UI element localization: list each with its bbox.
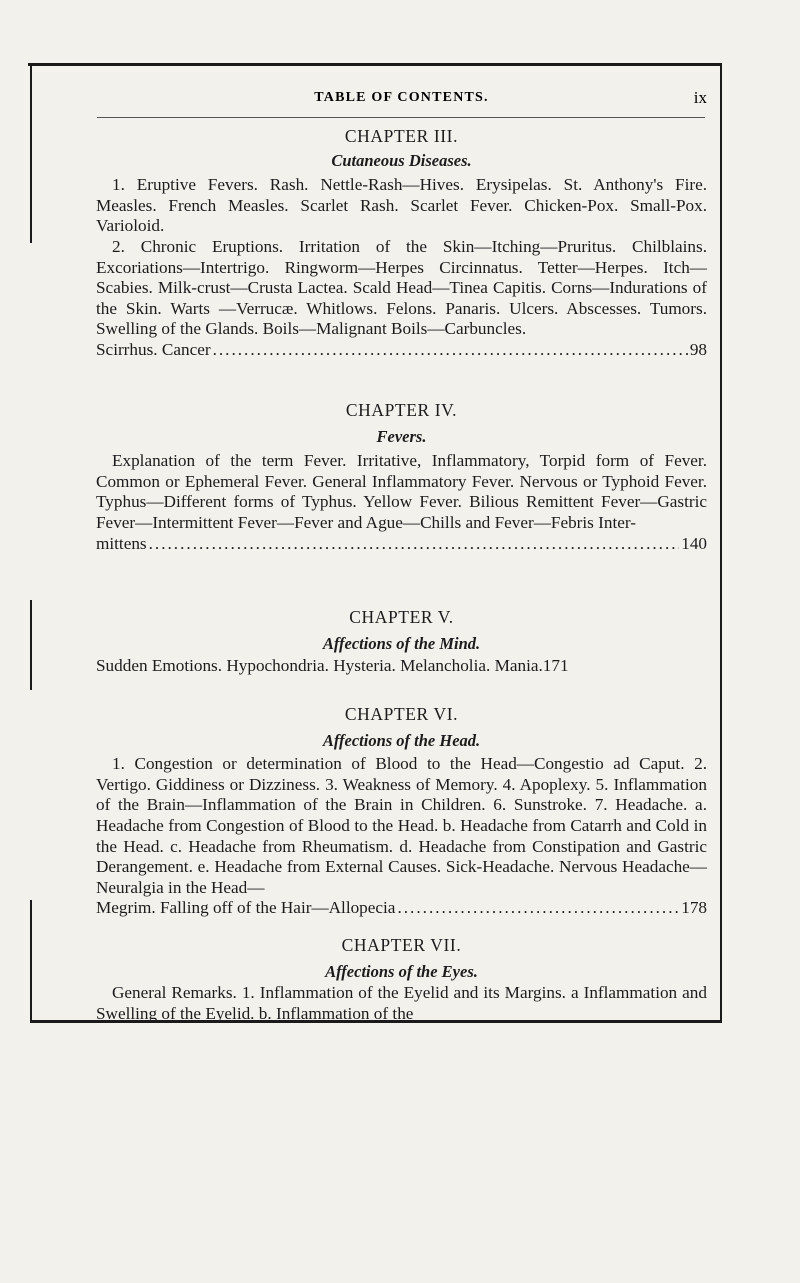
toc-entry-text: mittens xyxy=(96,533,147,553)
toc-entry: Sudden Emotions. Hypochondria. Hysteria. Melancholia. Mania.171 xyxy=(96,656,569,676)
chapter-heading: CHAPTER VI. xyxy=(344,704,459,724)
header-rule xyxy=(97,117,705,118)
chapter-title: Affections of the Mind. xyxy=(322,633,481,653)
page-border-left xyxy=(30,63,32,243)
toc-entry xyxy=(96,534,707,555)
chapter-title: Cutaneous Diseases. xyxy=(331,150,472,170)
page-border-left xyxy=(30,600,32,690)
page-number: ix xyxy=(693,88,707,107)
chapter-paragraph: 1. Eruptive Fevers. Rash. Nettle-Rash—Hives. Erysipelas. St. Anthony's Fire. Measles. French Measles. Scarlet Rash. Scarlet Fever. Chicken-Pox. Small-Pox. Varioloid. xyxy=(96,175,707,236)
toc-page-number: 140 xyxy=(681,533,707,553)
chapter-title: Fevers. xyxy=(376,426,427,446)
chapter-heading: CHAPTER IV. xyxy=(345,400,458,420)
toc-page-number: 178 xyxy=(681,898,707,918)
toc-entry-text: Megrim. Falling off of the Hair—Allopecia xyxy=(96,898,396,918)
toc-page-number: 98 xyxy=(689,339,707,359)
page-border-right xyxy=(720,63,722,1023)
leader-dots xyxy=(149,534,680,555)
chapter-5-section xyxy=(96,607,707,677)
leader-dots xyxy=(397,898,679,919)
chapter-title: Affections of the Head. xyxy=(322,730,481,750)
running-title: TABLE OF CONTENTS. xyxy=(314,90,489,105)
page-border-top xyxy=(28,63,722,66)
running-head xyxy=(96,88,707,110)
chapter-title: Affections of the Eyes. xyxy=(325,961,478,981)
chapter-paragraph: Explanation of the term Fever. Irritative, Inflammatory, Torpid form of Fever. Common or Ephemeral Fever. General Inflammatory Fever. Nervous or Typhoid Fever. Typhus—Different forms of Typhus. Yellow Fever. Bilious Remittent Fever—Gastric Fever—Intermittent Fever—Fever and Ague—Chills and Fever—Febris Inter- xyxy=(96,451,707,532)
chapter-heading: CHAPTER V. xyxy=(349,607,454,627)
leader-dots xyxy=(213,340,688,361)
chapter-3-section xyxy=(96,126,707,361)
toc-entry xyxy=(96,340,707,361)
chapter-heading: CHAPTER III. xyxy=(344,126,459,146)
chapter-4-section xyxy=(96,400,707,554)
chapter-6-section xyxy=(96,704,707,919)
chapter-7-section xyxy=(96,935,707,1024)
page-border-left xyxy=(30,900,32,1020)
toc-entry-text: Scirrhus. Cancer xyxy=(96,339,211,359)
chapter-paragraph: General Remarks. 1. Inflammation of the Eyelid and its Margins. a Inflammation and Swelling of the Eyelid. b. Inflammation of the xyxy=(96,983,707,1023)
chapter-paragraph: 1. Congestion or determination of Blood to the Head—Congestio ad Caput. 2. Vertigo. Giddiness or Dizziness. 3. Weakness of Memory. 4. Apoplexy. 5. Inflammation of the Brain—Inflammation of the Brain in Children. 6. Sunstroke. 7. Headache. a. Headache from Congestion of Blood to the Head. b. Headache from Catarrh and Cold in the Head. c. Headache from Rheumatism. d. Headache from Constipation and Gastric Derangement. e. Headache from External Causes. Sick-Headache. Nervous Headache—Neuralgia in the Head— xyxy=(96,754,707,897)
toc-entry xyxy=(96,898,707,919)
chapter-paragraph: 2. Chronic Eruptions. Irritation of the Skin—Itching—Pruritus. Chilblains. Excoriations—Intertrigo. Ringworm—Herpes Circinnatus. Tetter—Herpes. Itch—Scabies. Milk-crust—Crusta Lactea. Scald Head—Tinea Capitis. Corns—Indurations of the Skin. Warts —Verrucæ. Whitlows. Felons. Panaris. Ulcers. Abscesses. Tumors. Swelling of the Glands. Boils—Malignant Boils—Carbuncles. xyxy=(96,236,707,339)
chapter-heading: CHAPTER VII. xyxy=(341,935,462,955)
